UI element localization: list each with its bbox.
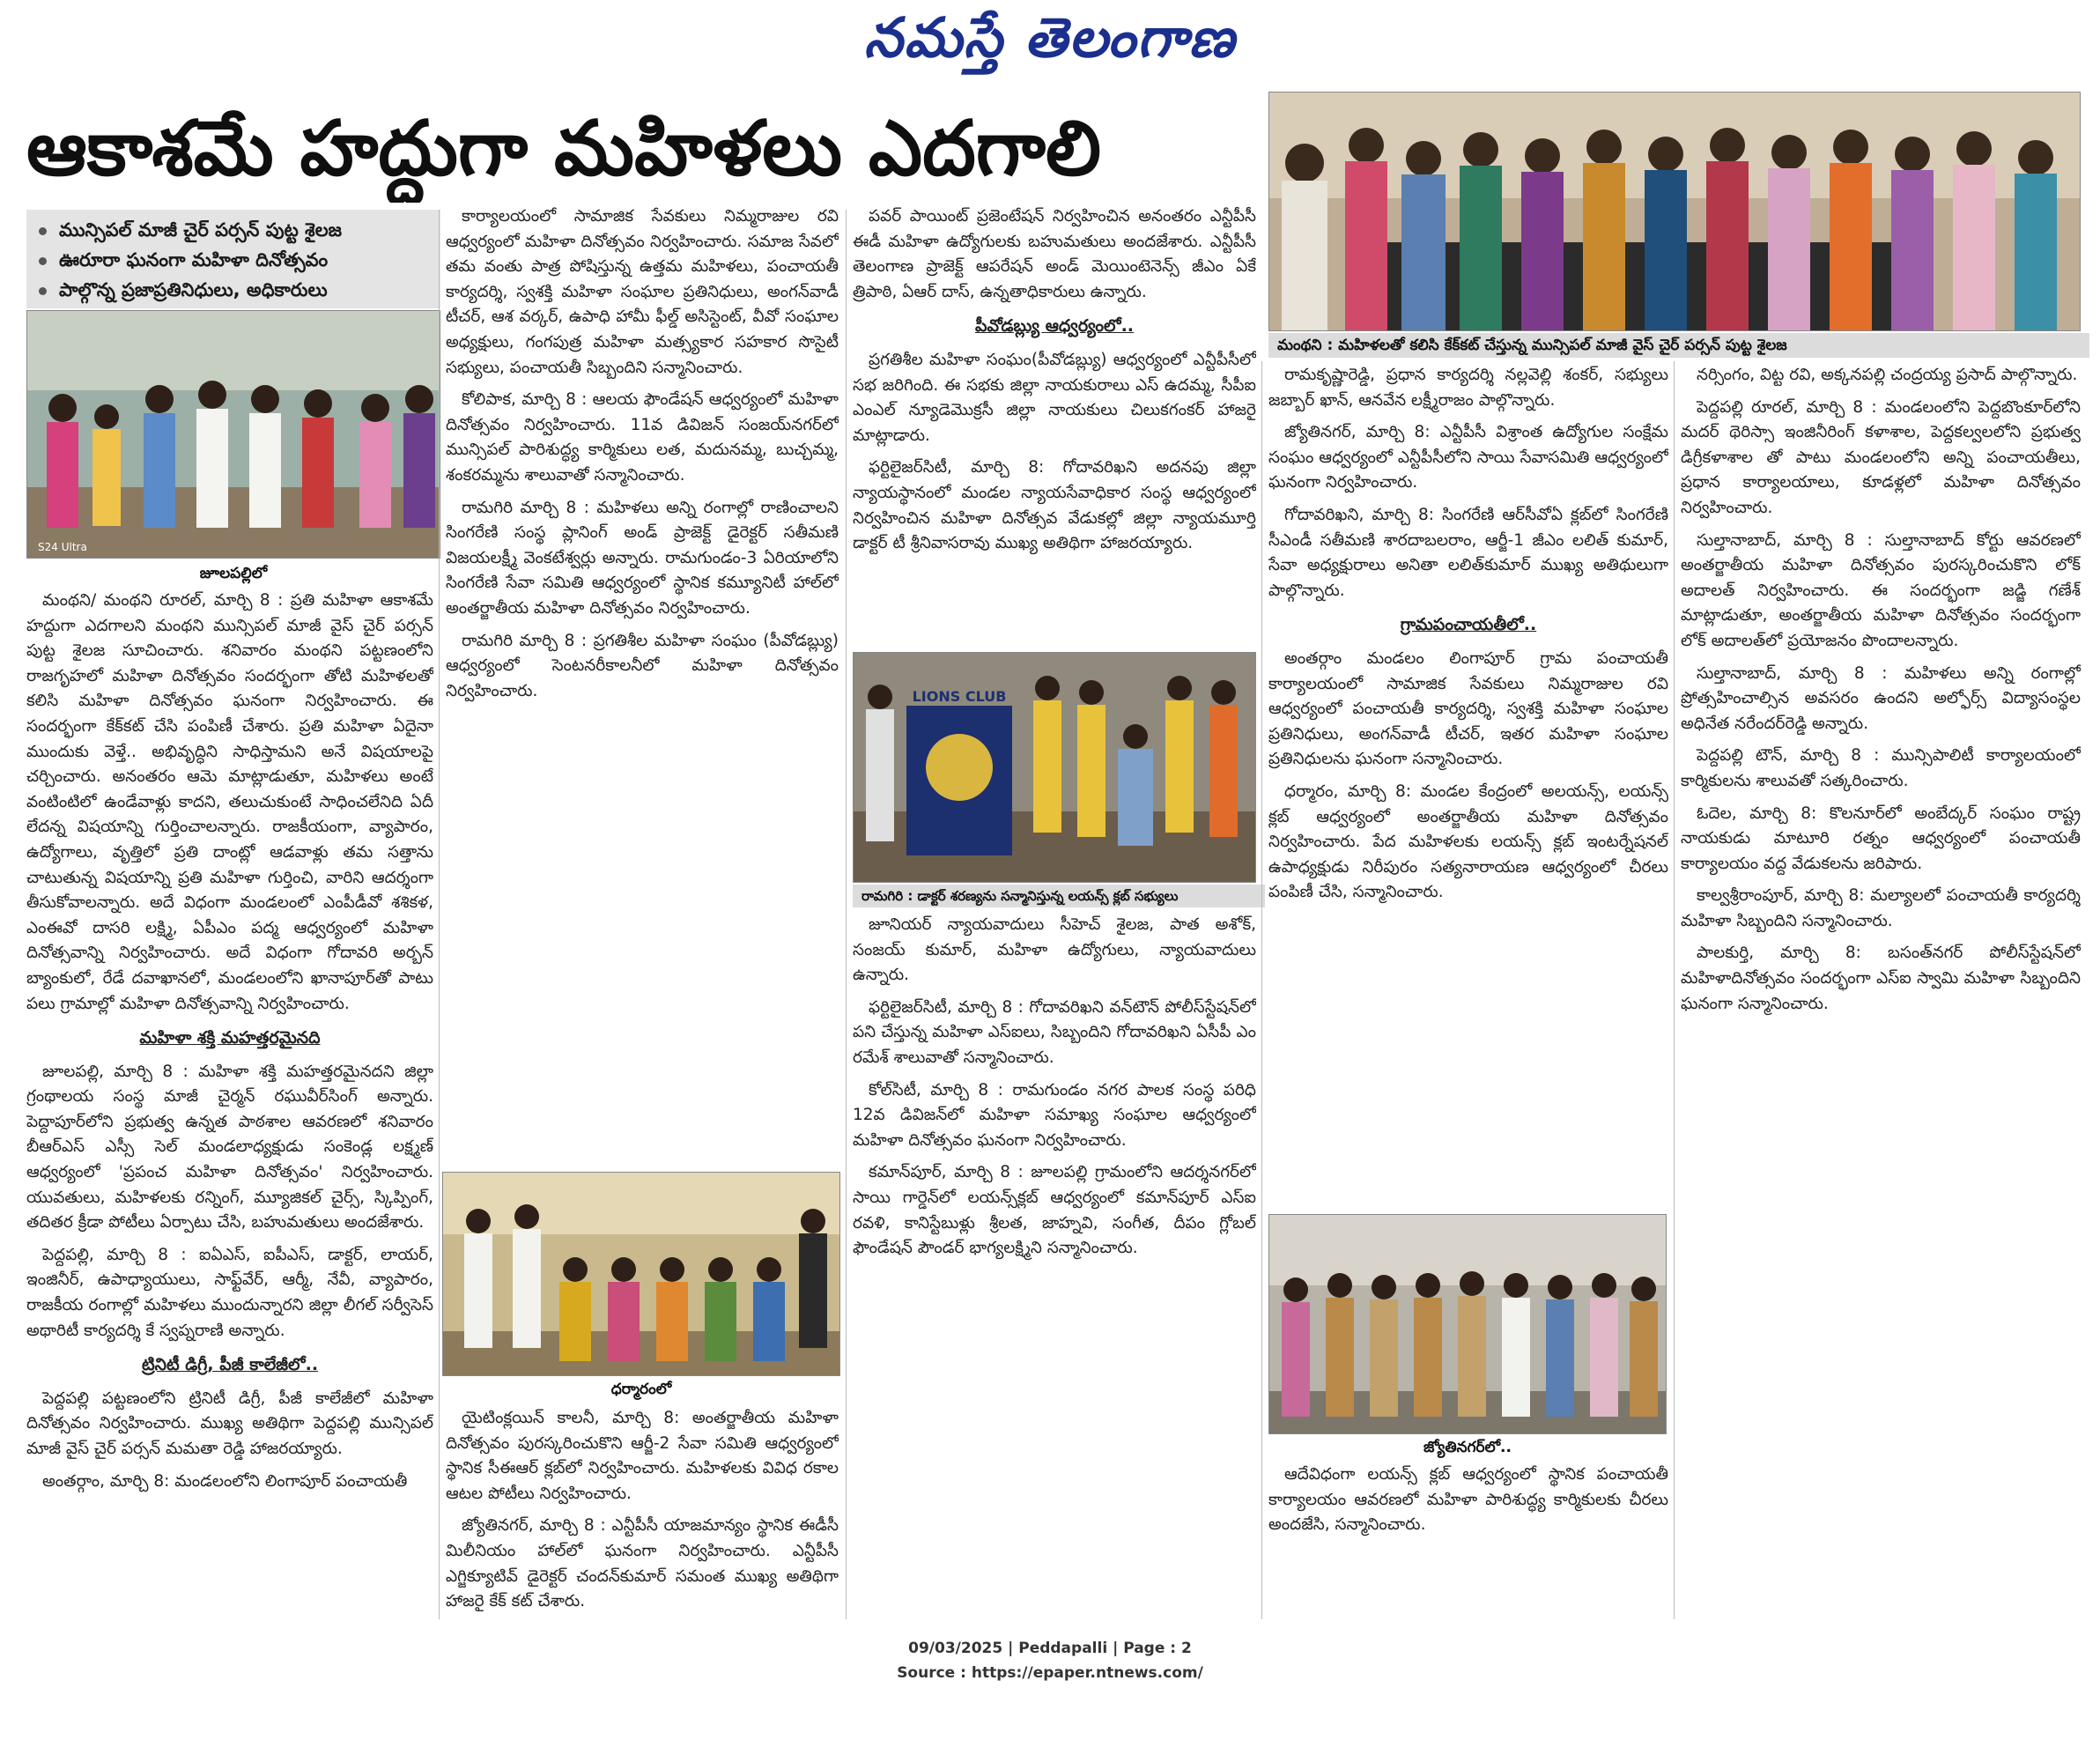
lions-club-photo-image [854, 653, 1256, 883]
julapalli-photo [26, 310, 440, 559]
article-subheading: ట్రినిటీ డిగ్రీ, పీజీ కాలేజీలో.. [141, 1355, 319, 1375]
article-paragraph: జ్యోతినగర్, మార్చి 8 : ఎన్టీపీసీ యాజమాన్యం స్థానిక ఈడీసీ మిలీనియం హాల్‌లో ఘనంగా నిర్వహించారు. ఎన్టీపీసీ ఎగ్జిక్యూటివ్ డైరెక్టర్ చందన్‌కుమార్ సమంత ముఖ్య అతిథిగా హాజరై కేక్ కట్ చేశారు. [446, 1516, 839, 1611]
article-paragraph: కార్యాలయంలో సామాజిక సేవకులు నిమ్మరాజుల రవి ఆధ్వర్యంలో మహిళా దినోత్సవం నిర్వహించారు. సమాజ సేవలో తమ వంతు పాత్ర పోషిస్తున్న ఉత్తమ మహిళలు, పంచాయతీ కార్యదర్శి, స్వశక్తి మహిళా సంఘాల ప్రతినిధులు, అంగన్‌వాడీ టీచర్, ఆశ వర్కర్, ఉపాధి హామీ ఫీల్డ్ అసిస్టెంట్, వీవో సంఘాల అధ్యక్షులు, గంగపుత్ర మహిళా మత్స్యకార సహకార సొసైటీ సభ్యులు, పంచాయతీ సిబ్బందిని సన్మానించారు. [446, 207, 839, 377]
article-paragraph: ఫర్టిలైజర్‌సిటీ, మార్చి 8 : గోదావరిఖని వన్‌టౌన్ పోలీస్‌స్టేషన్‌లో పని చేస్తున్న మహిళా ఎస్ఐలు, సిబ్బందిని గోదావరిఖని ఏసీపీ ఎం రమేశ్ శాలువాతో సన్మానించారు. [853, 997, 1256, 1067]
article-paragraph: ధర్మారం, మార్చి 8: మండల కేంద్రంలో అలయన్స్, లయన్స్ క్లబ్ ఆధ్వర్యంలో అంతర్జాతీయ మహిళా దినోత్సవం నిర్వహించారు. పేద మహిళలకు లయన్స్ క్లబ్ ఇంటర్నేషనల్ ఉపాధ్యక్షుడు నిరీపురం సత్యనారాయణ ఆధ్వర్యంలో చీరలు పంపిణీ చేసి, సన్మానించారు. [1268, 781, 1668, 902]
article-column-3 [853, 204, 1256, 645]
article-column-4-lower [1268, 1462, 1668, 1619]
article-paragraph: మంథని/ మంథని రూరల్, మార్చి 8 : ప్రతి మహిళా ఆకాశమే హద్దుగా ఎదగాలని మంథని మున్సిపల్ మాజీ వైస్ చైర్ పర్సన్ పుట్ట శైలజ సూచించారు. శనివారం మంథని పట్టణంలోని రాజగృహలో మహిళా దినోత్సవం సందర్భంగా తోటి మహిళలతో కలిసి మహిళా దినోత్సవం ఘనంగా నిర్వహించారు. ఈ సందర్భంగా కేక్‌కట్ చేసి పంపిణీ చేశారు. ప్రతి మహిళా ఏదైనా ముందుకు వెళ్తే.. అభివృద్ధిని సాధిస్తామని అనే విషయాలపై చర్చించారు. అనంతరం ఆమె మాట్లాడుతూ, మహిళలు అంటే వంటింటిలో ఉండేవాళ్లు కాదని, తలుచుకుంటే సాధించలేనిది ఏదీ లేదన్న విషయాన్ని గుర్తించాలన్నారు. రాజకీయంగా, వ్యాపారం, ఉద్యోగాలు, వృత్తిలో ప్రతి దాంట్లో ఆడవాళ్లు తమ సత్తాను చాటుతున్న విషయాన్ని ప్రతి మహిళా గుర్తించి, వారిని ఆదర్శంగా తీసుకోవాలన్నారు. అదే విధంగా మండలంలో ఎంపీడీవో శశికళ, ఎంఈవో దాసరి లక్ష్మి, ఏపీఎం పద్మ ఆధ్వర్యంలో మహిళా దినోత్సవాన్ని నిర్వహించారు. అదే విధంగా గోదావరి అర్బన్ బ్యాంకులో, రేడే దవాఖానలో, మండలంలోని ఖానాపూర్‌తో పాటు పలు గ్రామాల్లో మహిళా దినోత్సవాన్ని నిర్వహించారు. [26, 591, 433, 1013]
masthead-logo: నమస్తే తెలంగాణ [863, 5, 1237, 70]
article-column-2 [446, 204, 839, 1166]
article-paragraph: పెద్దపల్లి టౌన్, మార్చి 8 : మున్సిపాలిటీ కార్యాలయంలో కార్మికులను శాలువతో సత్కరించారు. [1681, 746, 2081, 790]
article-subheading: మహిళా శక్తి మహత్తరమైనది [139, 1028, 321, 1048]
bullet-item: పాల్గొన్న ప్రజాప్రతినిధులు, అధికారులు [26, 275, 440, 305]
bullet-item: మున్సిపల్ మాజీ చైర్ పర్సన్ పుట్ట శైలజ [26, 215, 440, 245]
main-photo-image [1269, 93, 2081, 331]
article-paragraph: కాల్వశ్రీరాంపూర్, మార్చి 8: మల్యాలలో పంచాయతీ కార్యదర్శి మహిళా సిబ్బందిని సన్మానించారు. [1681, 886, 2081, 930]
article-paragraph: ప్రగతిశీల మహిళా సంఘం(పీవోడబ్ల్యు) ఆధ్వర్యంలో ఎన్టీపీసీలో సభ జరిగింది. ఈ సభకు జిల్లా నాయకురాలు ఎస్ ఉదమ్మ, సీపీఐ ఎంఎల్ న్యూడెమొక్రసీ జిల్లా నాయకులు చిలుకగంకర్ హాజరై మాట్లాడారు. [853, 350, 1256, 445]
article-column-1 [26, 589, 433, 1619]
article-paragraph: పవర్ పాయింట్ ప్రజెంటేషన్ నిర్వహించిన అనంతరం ఎన్టీపీసీ ఈడీ మహిళా ఉద్యోగులకు బహుమతులు అందజేశారు. ఎన్టీపీసీ తెలంగాణ ప్రాజెక్ట్ ఆపరేషన్ అండ్ మెయింటెనెన్స్ జీఎం ఏకే త్రిపాఠి, ఏఆర్ దాస్, ఉన్నతాధికారులు ఉన్నారు. [853, 207, 1256, 301]
article-subheading: పీవోడబ్ల్యు ఆధ్వర్యంలో.. [974, 316, 1135, 337]
article-subheading: గ్రామపంచాయతీలో.. [1400, 615, 1537, 635]
column-divider [1674, 361, 1675, 1619]
jyothinagar-caption: జ్యోతినగర్‌లో.. [1423, 1439, 1512, 1456]
article-paragraph: కోల్‌సిటీ, మార్చి 8 : రామగుండం నగర పాలక సంస్థ పరిధి 12వ డివిజన్‌లో మహిళా సమాఖ్య సంఘాల ఆధ్వర్యంలో మహిళా దినోత్సవం ఘనంగా నిర్వహించారు. [853, 1080, 1256, 1150]
column-divider [846, 210, 847, 1619]
article-column-4 [1268, 363, 1668, 1209]
bullet-box [26, 210, 440, 308]
julapalli-photo-image [27, 311, 440, 559]
article-column-2-lower [446, 1406, 839, 1619]
dharmaram-photo [442, 1172, 840, 1376]
lions-club-photo [853, 652, 1256, 883]
article-paragraph: కోలిపాక, మార్చి 8 : ఆలయ ఫౌండేషన్ ఆధ్వర్యంలో మహిళా దినోత్సవం నిర్వహించారు. 11వ డివిజన్ సంజయ్‌నగర్‌లో మున్సిపల్ పారిశుద్ధ్య కార్మికులు లత, మదునమ్మ, బుచ్చమ్మ, శంకరమ్మను శాలువాతో సన్మానించారు. [446, 390, 839, 485]
article-paragraph: కమాన్‌పూర్, మార్చి 8 : జూలపల్లి గ్రామంలోని ఆదర్శనగర్‌లో సాయి గార్డెన్‌లో లయన్స్‌క్లబ్ ఆధ్వర్యంలో కమాన్‌పూర్ ఎస్ఐ రవళి, కానిస్టేబుళ్లు శ్రీలత, జాహ్నవి, సంగీత, దీపం గ్లోబల్ ఫౌండేషన్ పౌండర్ భాగ్యలక్ష్మిని సన్మానించారు. [853, 1163, 1256, 1258]
main-photo-caption: మంథని : మహిళలతో కలిసి కేక్‌కట్ చేస్తున్న మున్సిపల్ మాజీ వైస్ చైర్ పర్సన్ పుట్ట శైలజ [1268, 333, 2089, 358]
article-paragraph: రామగిరి మార్చి 8 : మహిళలు అన్ని రంగాల్లో రాణించాలని సింగరేణి సంస్థ ప్లానింగ్ అండ్ ప్రాజెక్ట్ డైరెక్టర్ సతీమణి విజయలక్ష్మీ వెంకటేశ్వర్లు అన్నారు. రామగుండం-3 ఏరియాలోని సింగరేణి సేవా సమితి ఆధ్వర్యంలో స్థానిక కమ్యూనిటీ హాల్‌లో అంతర్జాతీయ మహిళా దినోత్సవం నిర్వహించారు. [446, 498, 839, 618]
bullet-dot-icon [39, 287, 47, 295]
article-paragraph: పెద్దపల్లి రూరల్, మార్చి 8 : మండలంలోని పెద్దబొంకూర్‌లోని మదర్ థెరిస్సా ఇంజినీరింగ్ కళాశాల, పెద్దకల్వలలోని ప్రభుత్వ డిగ్రీకళాశాల తో పాటు మండలంలోని అన్ని పంచాయతీలు, ప్రధాన కార్యాలయాలు, కూడళ్లలో మహిళా దినోత్సవం నిర్వహించారు. [1681, 397, 2081, 517]
article-paragraph: పెద్దపల్లి పట్టణంలోని ట్రినిటీ డిగ్రీ, పీజీ కాలేజీలో మహిళా దినోత్సవం నిర్వహించారు. ముఖ్య అతిథిగా పెద్దపల్లి మున్సిపల్ మాజీ వైస్ చైర్ పర్సన్ మమతా రెడ్డి హాజరయ్యారు. [26, 1388, 433, 1458]
photo-watermark: S24 Ultra [38, 541, 87, 553]
bullet-item: ఊరూరా ఘనంగా మహిళా దినోత్సవం [26, 245, 440, 275]
jyothinagar-photo [1268, 1214, 1667, 1434]
article-paragraph: సుల్తానాబాద్, మార్చి 8 : మహిళలు అన్ని రంగాల్లో ప్రోత్సహించాల్సిన అవసరం ఉందని అల్ఫోర్స్ విద్యాసంస్థల అధినేత నరేందర్‌రెడ్డి అన్నారు. [1681, 663, 2081, 733]
lions-banner-text: LIONS CLUB [912, 688, 1007, 705]
article-paragraph: గోదావరిఖని, మార్చి 8: సింగరేణి ఆర్‌సీవోఏ క్లబ్‌లో సింగరేణి సీఎండీ సతీమణి శారదాబలరాం, ఆర్జీ-1 జీఎం లలిత్ కుమార్, సేవా అధ్యక్షురాలు అనితా లలిత్‌కుమార్ ముఖ్య అతిథులుగా పాల్గొన్నారు. [1268, 505, 1668, 600]
article-paragraph: జ్యోతినగర్, మార్చి 8: ఎన్టీపీసీ విశ్రాంత ఉద్యోగుల సంక్షేమ సంఘం ఆధ్వర్యంలో ఎన్టీపీసీలోని సాయి సేవాసమితి ఆధ్వర్యంలో ఘనంగా నిర్వహించారు. [1268, 423, 1668, 492]
article-paragraph: పెద్దపల్లి, మార్చి 8 : ఐఏఎస్, ఐపీఎస్, డాక్టర్, లాయర్, ఇంజినీర్, ఉపాధ్యాయులు, సాఫ్ట్‌వేర్, ఆర్మీ, నేవీ, వ్యాపారం, రాజకీయ రంగాల్లో మహిళలు ముందున్నారని జిల్లా లీగల్ సర్వీసెస్ అథారిటీ కార్యదర్శి కే స్వప్నరాణి అన్నారు. [26, 1245, 433, 1340]
jyothinagar-photo-image [1269, 1215, 1667, 1434]
article-paragraph: జూనియర్ న్యాయవాదులు సీహెచ్ శైలజ, పాత అశోక్, సంజయ్ కుమార్, మహిళా ఉద్యోగులు, న్యాయవాదులు ఉన్నారు. [853, 915, 1256, 985]
article-paragraph: నర్సింగం, విట్ట రవి, అక్కనపల్లి చంద్రయ్య ప్రసాద్ పాల్గొన్నారు. [1697, 366, 2078, 384]
article-paragraph: యైటింక్లయిన్ కాలనీ, మార్చి 8: అంతర్జాతీయ మహిళా దినోత్సవం పురస్కరించుకొని ఆర్జీ-2 సేవా సమితి ఆధ్వర్యంలో స్థానిక సీఈఆర్ క్లబ్‌లో నిర్వహించారు. మహిళలకు వివిధ రకాల ఆటల పోటీలు నిర్వహించారు. [446, 1409, 839, 1503]
article-paragraph: ఫర్టిలైజర్‌సిటీ, మార్చి 8: గోదావరిఖని అదనపు జిల్లా న్యాయస్థానంలో మండల న్యాయసేవాధికార సంస్థ ఆధ్వర్యంలో నిర్వహించిన మహిళా దినోత్సవ వేడుకల్లో జిల్లా న్యాయమూర్తి డాక్టర్ టీ శ్రీనివాసరావు ముఖ్య అతిథిగా హాజరయ్యారు. [853, 458, 1256, 553]
dharmaram-caption: ధర్మారంలో [610, 1381, 672, 1398]
column-divider [1261, 361, 1262, 1619]
lions-club-caption: రామగిరి : డాక్టర్ శరణ్యను సన్మానిస్తున్న లయన్స్ క్లబ్ సభ్యులు [853, 885, 1265, 907]
article-paragraph: జూలపల్లి, మార్చి 8 : మహిళా శక్తి మహత్తరమైనదని జిల్లా గ్రంథాలయ సంస్థ మాజీ చైర్మన్ రఘువీర్‌సింగ్ అన్నారు. పెద్దాపూర్‌లోని ప్రభుత్వ ఉన్నత పాఠశాల ఆవరణలో శనివారం బీఆర్ఎస్ ఎస్సీ సెల్ మండలాధ్యక్షుడు సంకెండ్ల లక్ష్మణ్ ఆధ్వర్యంలో 'ప్రపంచ మహిళా దినోత్సవం' నిర్వహించారు. యువతులు, మహిళలకు రన్నింగ్, మ్యూజికల్ చైర్స్, స్కిప్పింగ్, తదితర క్రీడా పోటీలు ఏర్పాటు చేసి, బహుమతులు అందజేశారు. [26, 1062, 433, 1233]
bullet-dot-icon [39, 257, 47, 265]
article-paragraph: ఆదేవిధంగా లయన్స్ క్లబ్ ఆధ్వర్యంలో స్థానిక పంచాయతీ కార్యాలయం ఆవరణలో మహిళా పారిశుద్ధ్య కార్మికులకు చీరలు అందజేసి, సన్మానించారు. [1268, 1465, 1668, 1535]
article-paragraph: అంతర్గాం, మార్చి 8: మండలంలోని లింగాపూర్ పంచాయతీ [42, 1471, 408, 1491]
headline: ఆకాశమే హద్దుగా మహిళలు ఎదగాలి [26, 105, 1102, 193]
article-paragraph: రామకృష్ణారెడ్డి, ప్రధాన కార్యదర్శి నల్లవెల్లి శంకర్, సభ్యులు జబ్బార్ ఖాన్, ఆనవేన లక్ష్మీరాజం పాల్గొన్నారు. [1268, 366, 1668, 410]
dharmaram-photo-image [443, 1173, 840, 1376]
article-paragraph: ఓదెల, మార్చి 8: కొలనూర్‌లో అంబేద్కర్ సంఘం రాష్ట్ర నాయకుడు మాటూరి రత్నం ఆధ్వర్యంలో పంచాయతీ కార్యాలయం వద్ద వేడుకలను జరిపారు. [1681, 803, 2081, 873]
bullet-dot-icon [39, 227, 47, 235]
article-paragraph: సుల్తానాబాద్, మార్చి 8 : సుల్తానాబాద్ కోర్టు ఆవరణలో అంతర్జాతీయ మహిళా దినోత్సవం పురస్కరించుకొని లోక్ అదాలత్ నిర్వహించారు. ఈ సందర్భంగా జడ్జి గణేశ్ మాట్లాడుతూ, అంతర్జాతీయ మహిళా దినోత్సవం సందర్భంగా లోక్ అదాలత్‌లో ప్రయోజనం పొందాలన్నారు. [1681, 530, 2081, 650]
footer-edition-info: 09/03/2025 | Peddapalli | Page : 2 [908, 1640, 1192, 1657]
column-divider [439, 210, 440, 1619]
article-column-3-lower [853, 913, 1256, 1619]
main-photo [1268, 92, 2081, 331]
footer-source-link[interactable]: Source : https://epaper.ntnews.com/ [897, 1664, 1203, 1682]
julapalli-caption: జూలపల్లిలో [199, 565, 268, 582]
article-paragraph: పాలకుర్తి, మార్చి 8: బసంత్‌నగర్ పోలీస్‌స్టేషన్‌లో మహిళాదినోత్సవం సందర్భంగా ఎస్ఐ స్వామి మహిళా సిబ్బందిని ఘనంగా సన్మానించారు. [1681, 944, 2081, 1013]
article-paragraph: అంతర్గాం మండలం లింగాపూర్ గ్రామ పంచాయతీ కార్యాలయంలో సామాజిక సేవకులు నిమ్మరాజుల రవి ఆధ్వర్యంలో పంచాయతీ కార్యదర్శి, స్వశక్తి మహిళా సంఘాల ప్రతినిధులు, అంగన్‌వాడీ టీచర్, ఇతర మహిళా సంఘాల ప్రతినిధులను ఘనంగా సన్మానించారు. [1268, 648, 1668, 769]
article-paragraph: రామగిరి మార్చి 8 : ప్రగతిశీల మహిళా సంఘం (పీవోడబ్ల్యు) ఆధ్వర్యంలో సెంటనరీకాలనీలో మహిళా దినోత్సవం నిర్వహించారు. [446, 631, 839, 700]
article-column-5 [1681, 363, 2081, 1619]
